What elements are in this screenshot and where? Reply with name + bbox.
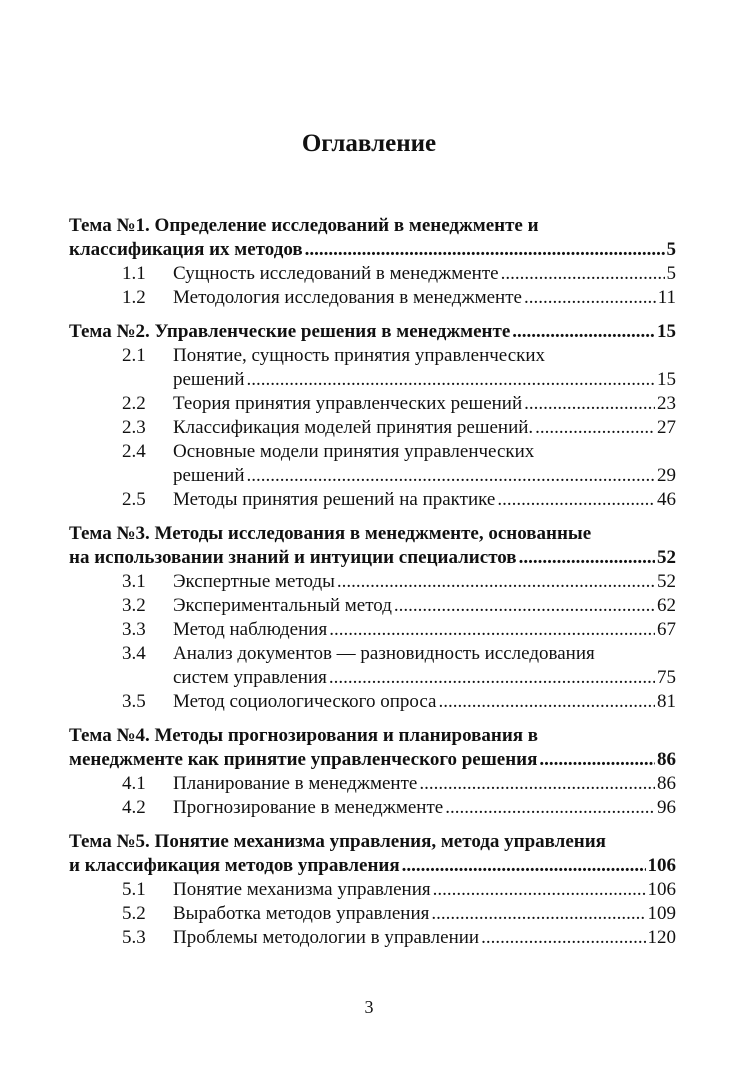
- toc-page-number: 96: [657, 797, 676, 818]
- toc-topic-title: менеджменте как принятие управленческого решения: [69, 749, 538, 770]
- dot-leader: [394, 594, 655, 618]
- toc-page-number: 120: [647, 927, 676, 948]
- toc-section-line[interactable]: [69, 464, 676, 488]
- toc-section-line[interactable]: [69, 286, 676, 310]
- toc-section-title: систем управления: [173, 667, 327, 688]
- toc-section-title: Выработка методов управления: [173, 903, 430, 924]
- toc-topic-title: Тема №5. Понятие механизма управления, метода управления: [69, 831, 606, 852]
- toc-section-line[interactable]: [69, 878, 676, 902]
- toc-section-line[interactable]: [69, 690, 676, 714]
- toc-topic: [69, 724, 676, 820]
- toc-topic-line[interactable]: [69, 830, 676, 854]
- toc-section-line[interactable]: [69, 772, 676, 796]
- toc-section-line[interactable]: [69, 416, 676, 440]
- page-title: Оглавление: [301, 130, 437, 157]
- toc-page-number: 67: [657, 619, 676, 640]
- toc-section-line[interactable]: [69, 440, 676, 464]
- toc-section-number: 4.2: [122, 797, 146, 818]
- toc-section-number: 5.3: [122, 927, 146, 948]
- toc-section-line[interactable]: [69, 570, 676, 594]
- toc-section-line[interactable]: [69, 368, 676, 392]
- toc-section-title: Основные модели принятия управленческих: [173, 441, 535, 462]
- dot-leader: [247, 368, 655, 392]
- dot-leader: [524, 392, 655, 416]
- page-number: 3: [364, 997, 374, 1017]
- toc-page-number: 106: [647, 879, 676, 900]
- dot-leader: [539, 748, 655, 772]
- toc-section-title: Методы принятия решений на практике: [173, 489, 496, 510]
- toc-section-number: 1.2: [122, 287, 146, 308]
- dot-leader: [402, 854, 646, 878]
- toc-section-number: 2.2: [122, 393, 146, 414]
- toc-topic-line[interactable]: [69, 522, 676, 546]
- toc-topic: [69, 214, 676, 310]
- toc-topic-line[interactable]: [69, 214, 676, 238]
- toc-section-title: Экспертные методы: [173, 571, 335, 592]
- dot-leader: [438, 690, 655, 714]
- toc-section-number: 2.4: [122, 441, 146, 462]
- toc-section-number: 2.5: [122, 489, 146, 510]
- toc-topic-line[interactable]: [69, 724, 676, 748]
- toc-page-number: 75: [657, 667, 676, 688]
- toc-section-title: Теория принятия управленческих решений: [173, 393, 523, 414]
- toc-section-line[interactable]: [69, 594, 676, 618]
- dot-leader: [497, 488, 655, 512]
- topic-spacer: [69, 820, 676, 830]
- toc-section-title: Понятие, сущность принятия управленческих: [173, 345, 546, 366]
- toc-topic-line[interactable]: [69, 748, 676, 772]
- dot-leader: [431, 902, 645, 926]
- dot-leader: [329, 666, 655, 690]
- toc-topic-title: Тема №3. Методы исследования в менеджменте, основанные: [69, 523, 592, 544]
- toc-page-number: 15: [657, 369, 676, 390]
- toc-section-title: решений: [173, 465, 245, 486]
- toc-section-line[interactable]: [69, 262, 676, 286]
- toc-section-title: Понятие механизма управления: [173, 879, 431, 900]
- table-of-contents: [69, 214, 676, 950]
- toc-page-number: 46: [657, 489, 676, 510]
- toc-topic-title: на использовании знаний и интуиции специалистов: [69, 547, 517, 568]
- toc-topic: [69, 830, 676, 950]
- toc-page-number: 109: [647, 903, 676, 924]
- toc-section-line[interactable]: [69, 642, 676, 666]
- toc-section-number: 2.1: [122, 345, 146, 366]
- toc-section-line[interactable]: [69, 488, 676, 512]
- topic-spacer: [69, 512, 676, 522]
- toc-section-title: Классификация моделей принятия решений.: [173, 417, 534, 438]
- toc-topic-title: Тема №1. Определение исследований в менеджменте и: [69, 215, 539, 236]
- toc-page-number: 27: [657, 417, 676, 438]
- toc-page-number: 81: [657, 691, 676, 712]
- dot-leader: [535, 416, 655, 440]
- toc-topic: [69, 522, 676, 714]
- toc-topic-title: классификация их методов: [69, 239, 303, 260]
- toc-page-number: 23: [657, 393, 676, 414]
- toc-section-number: 3.4: [122, 643, 146, 664]
- topic-spacer: [69, 310, 676, 320]
- toc-section-title: Анализ документов — разновидность исследования: [173, 643, 595, 664]
- toc-section-number: 4.1: [122, 773, 146, 794]
- toc-section-line[interactable]: [69, 618, 676, 642]
- toc-section-number: 5.1: [122, 879, 146, 900]
- toc-page-number: 52: [657, 571, 676, 592]
- toc-topic-title: Тема №2. Управленческие решения в менеджменте: [69, 321, 511, 342]
- toc-page-number: 11: [657, 287, 676, 308]
- toc-section-title: Экспериментальный метод: [173, 595, 392, 616]
- toc-section-line[interactable]: [69, 666, 676, 690]
- toc-topic-line[interactable]: [69, 546, 676, 570]
- toc-topic-line[interactable]: [69, 238, 676, 262]
- dot-leader: [519, 546, 655, 570]
- toc-section-title: Методология исследования в менеджменте: [173, 287, 522, 308]
- toc-section-number: 5.2: [122, 903, 146, 924]
- toc-section-title: Сущность исследований в менеджменте: [173, 263, 499, 284]
- dot-leader: [329, 618, 655, 642]
- toc-section-number: 3.1: [122, 571, 146, 592]
- dot-leader: [501, 262, 665, 286]
- toc-section-line[interactable]: [69, 796, 676, 820]
- toc-section-line[interactable]: [69, 902, 676, 926]
- toc-section-title: Прогнозирование в менеджменте: [173, 797, 444, 818]
- toc-page-number: 15: [657, 321, 676, 342]
- toc-topic-title: Тема №4. Методы прогнозирования и планирования в: [69, 725, 539, 746]
- dot-leader: [337, 570, 655, 594]
- dot-leader: [419, 772, 655, 796]
- toc-topic-title: и классификация методов управления: [69, 855, 400, 876]
- toc-section-title: Метод социологического опроса: [173, 691, 437, 712]
- dot-leader: [512, 320, 655, 344]
- toc-section-title: Проблемы методологии в управлении: [173, 927, 480, 948]
- dot-leader: [247, 464, 655, 488]
- dot-leader: [305, 238, 665, 262]
- toc-page-number: 86: [657, 749, 676, 770]
- topic-spacer: [69, 714, 676, 724]
- toc-section-title: Метод наблюдения: [173, 619, 328, 640]
- toc-section-line[interactable]: [69, 926, 676, 950]
- dot-leader: [524, 286, 656, 310]
- toc-page-number: 5: [666, 239, 676, 260]
- dot-leader: [445, 796, 655, 820]
- toc-topic: [69, 320, 676, 512]
- toc-page-number: 106: [647, 855, 676, 876]
- toc-topic-line[interactable]: [69, 854, 676, 878]
- toc-section-number: 3.5: [122, 691, 146, 712]
- toc-section-number: 1.1: [122, 263, 146, 284]
- toc-section-line[interactable]: [69, 392, 676, 416]
- toc-page-number: 5: [666, 263, 676, 284]
- toc-section-number: 2.3: [122, 417, 146, 438]
- toc-section-title: решений: [173, 369, 245, 390]
- toc-section-number: 3.2: [122, 595, 146, 616]
- toc-page-number: 62: [657, 595, 676, 616]
- toc-section-line[interactable]: [69, 344, 676, 368]
- toc-section-number: 3.3: [122, 619, 146, 640]
- toc-page-number: 52: [657, 547, 676, 568]
- toc-section-title: Планирование в менеджменте: [173, 773, 418, 794]
- toc-page-number: 86: [657, 773, 676, 794]
- dot-leader: [481, 926, 645, 950]
- dot-leader: [433, 878, 646, 902]
- toc-topic-line[interactable]: [69, 320, 676, 344]
- toc-page-number: 29: [657, 465, 676, 486]
